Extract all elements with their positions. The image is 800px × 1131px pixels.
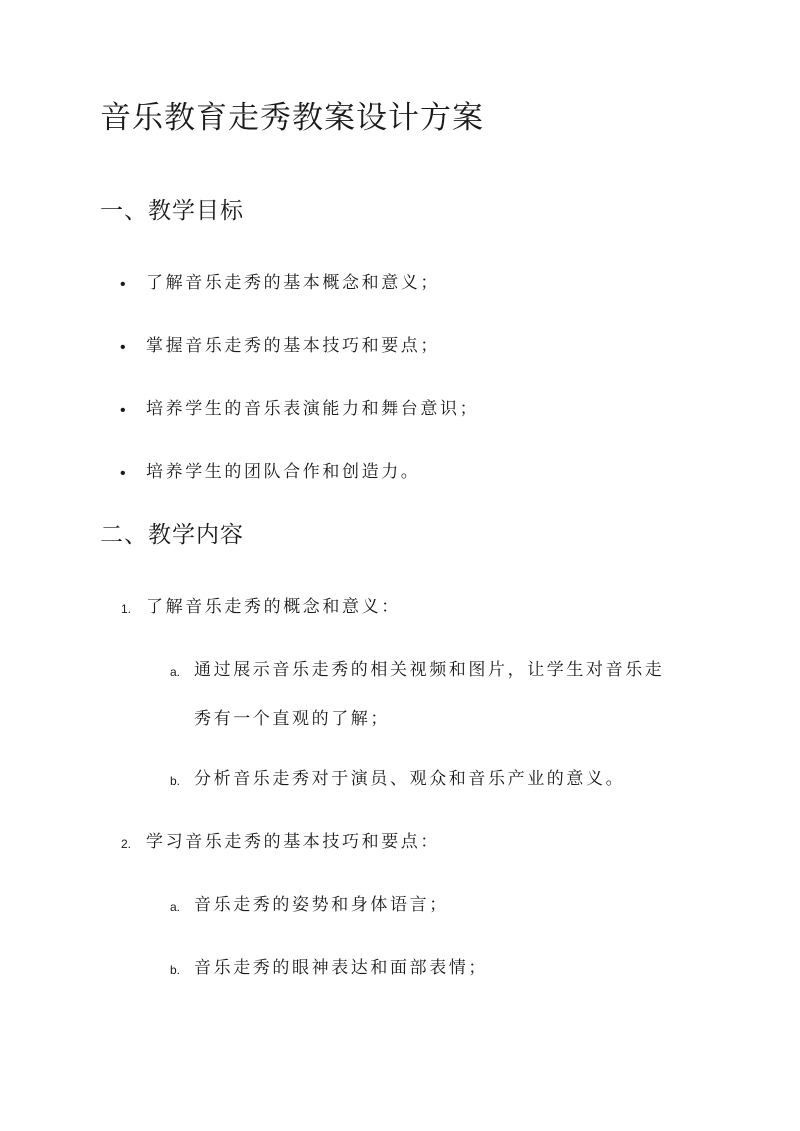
sublist-letter: b. <box>170 774 181 788</box>
list-item: 了解音乐走秀的基本概念和意义； <box>146 273 440 293</box>
sublist-item: 分析音乐走秀对于演员、观众和音乐产业的意义。 <box>194 769 626 789</box>
sublist-letter: a. <box>170 900 181 914</box>
list-item: 学习音乐走秀的基本技巧和要点： <box>146 832 440 852</box>
bullet-marker: • <box>120 402 126 419</box>
bullet-marker: • <box>120 339 126 356</box>
list-item: 了解音乐走秀的概念和意义： <box>146 597 401 617</box>
sublist-item-continuation: 秀有一个直观的了解； <box>194 709 390 729</box>
document-title: 音乐教育走秀教案设计方案 <box>100 100 484 136</box>
list-number: 2. <box>121 837 132 851</box>
section-heading-content: 二、教学内容 <box>100 522 244 548</box>
sublist-letter: b. <box>170 963 181 977</box>
bullet-marker: • <box>120 465 126 482</box>
sublist-item: 音乐走秀的姿势和身体语言； <box>194 895 449 915</box>
list-item: 掌握音乐走秀的基本技巧和要点； <box>146 336 440 356</box>
sublist-letter: a. <box>170 665 181 679</box>
list-item: 培养学生的音乐表演能力和舞台意识； <box>146 399 480 419</box>
sublist-item: 音乐走秀的眼神表达和面部表情； <box>194 958 488 978</box>
sublist-item: 通过展示音乐走秀的相关视频和图片，让学生对音乐走 <box>194 660 665 680</box>
section-heading-objectives: 一、教学目标 <box>100 198 244 224</box>
bullet-marker: • <box>120 276 126 293</box>
list-number: 1. <box>121 602 132 616</box>
list-item: 培养学生的团队合作和创造力。 <box>146 462 421 482</box>
